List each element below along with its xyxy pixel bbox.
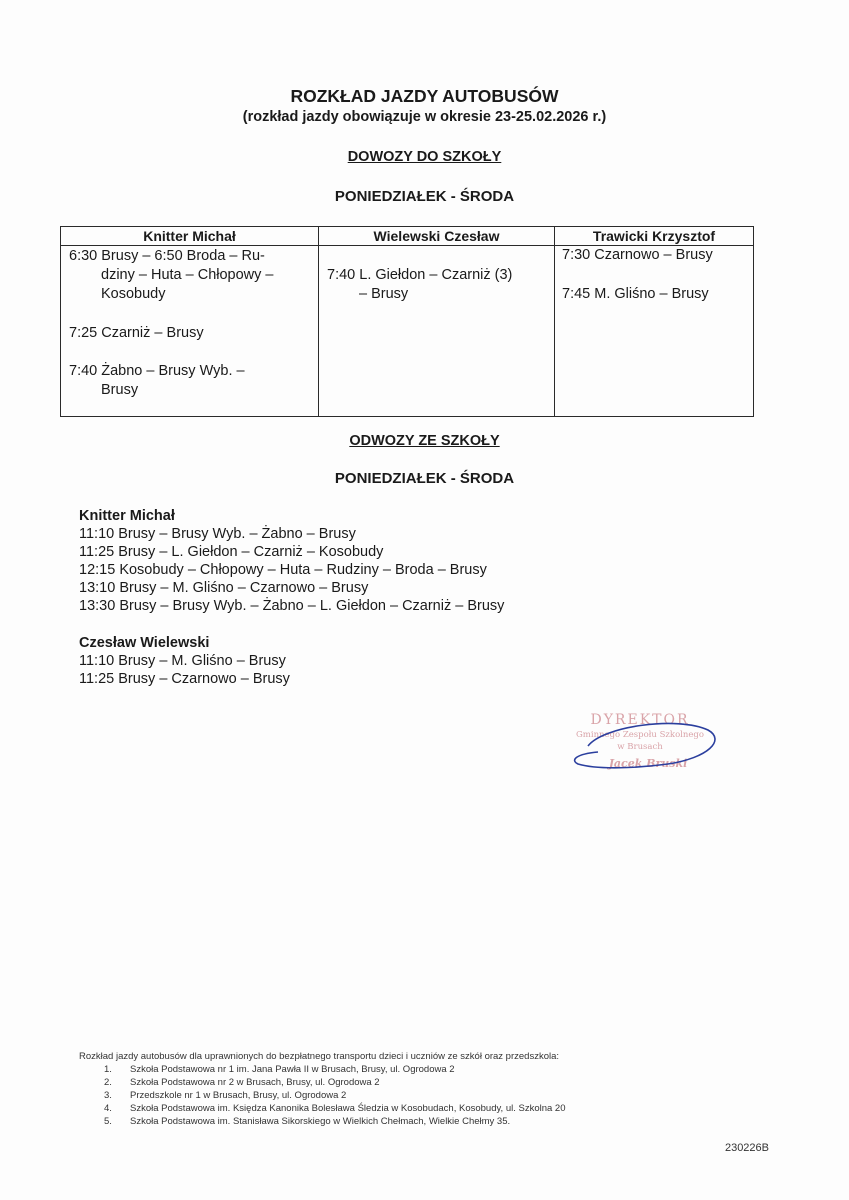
document-code: 230226B (724, 1142, 769, 1154)
column-header-wielewski: Wielewski Czesław (319, 227, 555, 246)
odwozy-heading: ODWOZY ZE SZKOŁY (349, 433, 500, 449)
director-stamp (558, 708, 723, 778)
odwozy-day-range: PONIEDZIAŁEK - ŚRODA (334, 470, 515, 487)
footer-intro: Rozkład jazdy autobusów dla uprawnionych do bezpłatnego transportu dzieci i uczniów ze szkół oraz przedszkola: (79, 1051, 560, 1062)
route-entry: 7:30 Czarnowo – Brusy (562, 247, 713, 263)
dowozy-heading: DOWOZY DO SZKOŁY (347, 149, 502, 165)
list-item: 5. Szkoła Podstawowa im. Stanisława Sikorskiego w Wielkich Chełmach, Wielkie Chełmy 35. (104, 1116, 511, 1127)
list-item: 11:25 Brusy – L. Giełdon – Czarniż – Kosobudy (79, 544, 384, 560)
validity-period: (rozkład jazdy obowiązuje w okresie 23-25.02.2026 r.) (242, 109, 607, 125)
document-title: ROZKŁAD JAZDY AUTOBUSÓW (290, 86, 559, 106)
route-entry: 6:30 Brusy – 6:50 Broda – Ru- dziny – Huta – Chłopowy – Kosobudy (69, 248, 274, 302)
list-item: 12:15 Kosobudy – Chłopowy – Huta – Rudziny – Broda – Brusy (79, 562, 487, 578)
trawicki-routes-cell (555, 246, 754, 417)
list-item: 13:30 Brusy – Brusy Wyb. – Żabno – L. Giełdon – Czarniż – Brusy (79, 598, 505, 614)
driver-group-wielewski (79, 634, 290, 688)
driver-group-knitter (79, 507, 504, 615)
dowozy-day-range: PONIEDZIAŁEK - ŚRODA (334, 188, 515, 205)
list-item: 11:25 Brusy – Czarnowo – Brusy (79, 671, 290, 687)
route-entry: 7:45 M. Gliśno – Brusy (562, 286, 709, 302)
stamp-graphic (558, 708, 723, 778)
stamp-institution: Gminnego Zespołu Szkolnego (576, 730, 704, 740)
list-item: 13:10 Brusy – M. Gliśno – Czarnowo – Brusy (79, 580, 369, 596)
column-header-trawicki: Trawicki Krzysztof (555, 227, 754, 246)
table-row (61, 246, 754, 417)
route-entry: 7:40 L. Giełdon – Czarniż (3) – Brusy (327, 267, 513, 302)
footer-notes (79, 1050, 566, 1128)
stamp-signature-name: Jacek Bruski (608, 757, 688, 770)
stamp-location: w Brusach (617, 742, 663, 752)
stamp-title: DYREKTOR (590, 712, 690, 728)
school-list (79, 1063, 566, 1128)
list-item: 11:10 Brusy – Brusy Wyb. – Żabno – Brusy (79, 526, 356, 542)
list-item: 2. Szkoła Podstawowa nr 2 w Brusach, Brusy, ul. Ogrodowa 2 (104, 1077, 380, 1088)
dowozy-schedule-table (60, 226, 754, 417)
route-entry: 7:25 Czarniż – Brusy (69, 325, 204, 341)
list-item: 4. Szkoła Podstawowa im. Księdza Kanonika Bolesława Śledzia w Kosobudach, Kosobudy, ul. Szkolna 20 (104, 1103, 566, 1114)
knitter-routes-cell (61, 246, 319, 417)
table-header-row (61, 227, 754, 246)
column-header-knitter: Knitter Michał (61, 227, 319, 246)
driver-name: Knitter Michał (79, 508, 175, 524)
wielewski-routes-cell (319, 246, 555, 417)
driver-name: Czesław Wielewski (79, 635, 210, 651)
list-item: 11:10 Brusy – M. Gliśno – Brusy (79, 653, 286, 669)
list-item: 3. Przedszkole nr 1 w Brusach, Brusy, ul. Ogrodowa 2 (104, 1090, 347, 1101)
list-item: 1. Szkoła Podstawowa nr 1 im. Jana Pawła II w Brusach, Brusy, ul. Ogrodowa 2 (104, 1064, 455, 1075)
route-entry: 7:40 Żabno – Brusy Wyb. – Brusy (69, 363, 245, 398)
